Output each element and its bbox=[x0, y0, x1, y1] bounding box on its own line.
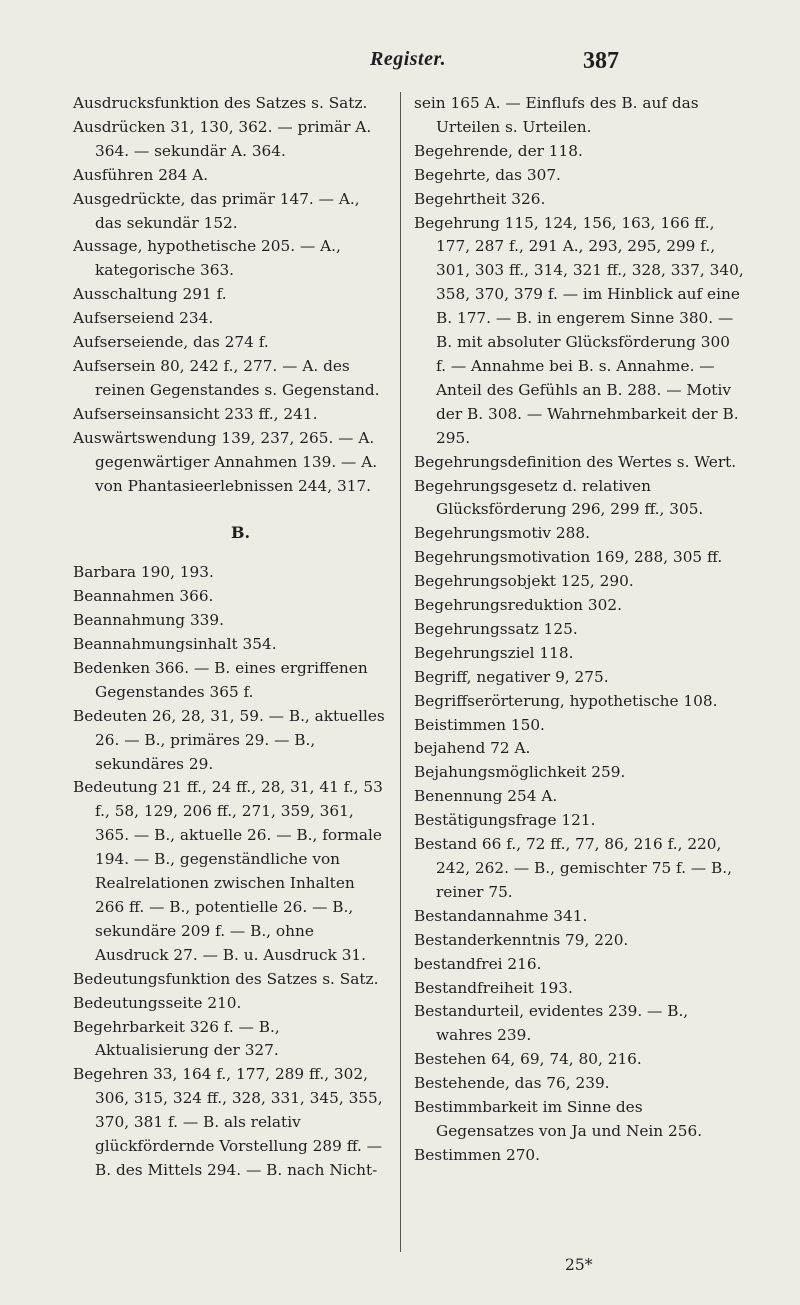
index-entry: Begehrungssatz 125. bbox=[414, 619, 578, 638]
index-entry: Bestehende, das 76, 239. bbox=[414, 1074, 610, 1093]
index-entry: Aussage, hypothetische 205. — A., kategorische 363. bbox=[73, 237, 341, 280]
index-entry: Barbara 190, 193. bbox=[73, 563, 214, 582]
left-column bbox=[73, 92, 388, 1183]
signature-mark: 25* bbox=[565, 1256, 593, 1274]
index-entry: Bestandfreiheit 193. bbox=[414, 978, 573, 997]
index-entry: bestandfrei 216. bbox=[414, 954, 542, 973]
index-entry: Aufserseiende, das 274 f. bbox=[73, 333, 269, 352]
index-entry: Beannahmen 366. bbox=[73, 587, 214, 606]
index-entry: Begehrungsmotiv 288. bbox=[414, 524, 590, 543]
index-entry: Bestand 66 f., 72 ff., 77, 86, 216 f., 220, 242, 262. — B., gemischter 75 f. — B., reiner 75. bbox=[414, 835, 733, 901]
index-entry: Aufserseiend 234. bbox=[73, 309, 214, 328]
page-number: 387 bbox=[583, 48, 619, 74]
index-entry: Begehrung 115, 124, 156, 163, 166 ff., 177, 287 f., 291 A., 293, 295, 299 f., 301, 303 ff., 314, 321 ff., 328, 337, 340, 358, 370, 379 f. — im Hinblick auf eine B. 177. — B. in engerem Sinne 380. — B. mit absoluter Glücksförderung 300 f. — Annahme bei B. s. Annahme. — Anteil des Gefühls an B. 288. — Motiv der B. 308. — Wahrnehmbarkeit der B. 295. bbox=[414, 213, 744, 447]
column-divider bbox=[400, 92, 401, 1252]
page-header bbox=[0, 48, 800, 78]
index-entry: Begriffserörterung, hypothetische 108. bbox=[414, 691, 718, 710]
index-entry: Begehrungsziel 118. bbox=[414, 643, 574, 662]
index-entry: Bestimmen 270. bbox=[414, 1145, 541, 1164]
index-entry: Bestimmbarkeit im Sinne des Gegensatzes von Ja und Nein 256. bbox=[414, 1098, 703, 1140]
index-entry: Beistimmen 150. bbox=[414, 715, 545, 734]
index-entry: Begehrbarkeit 326 f. — B., Aktualisierung der 327. bbox=[73, 1017, 280, 1060]
section-heading-b: B. bbox=[230, 523, 251, 543]
index-entry: Bedeutung 21 ff., 24 ff., 28, 31, 41 f., 53 f., 58, 129, 206 ff., 271, 359, 361, 365. — B., aktuelle 26. — B., formale 194. — B., gegenständliche von Realrelationen zwischen Inhalten 266 ff. — B., potentielle 26. — B., sekundäre 209 f. — B., ohne Ausdruck 27. — B. u. Ausdruck 31. bbox=[73, 778, 383, 964]
index-entry: Bestehen 64, 69, 74, 80, 216. bbox=[414, 1050, 642, 1069]
running-title: Register. bbox=[370, 48, 447, 70]
index-entry: Bestandurteil, evidentes 239. — B., wahres 239. bbox=[414, 1002, 689, 1045]
index-entry: Bedeutungsseite 210. bbox=[73, 993, 242, 1012]
index-entry: Bedeuten 26, 28, 31, 59. — B., aktuelles 26. — B., primäres 29. — B., sekundäres 29. bbox=[73, 706, 385, 773]
index-entry: Begehrungsreduktion 302. bbox=[414, 596, 622, 615]
index-entry: Begehren 33, 164 f., 177, 289 ff., 302, 306, 315, 324 ff., 328, 331, 345, 355, 370, 381 f. — B. als relativ glückfördernde Vorstellung 289 ff. — B. des Mittels 294. — B. nach Nicht- bbox=[73, 1065, 383, 1179]
index-entry: Begehrte, das 307. bbox=[414, 165, 561, 184]
index-entry: Bedeutungsfunktion des Satzes s. Satz. bbox=[73, 969, 379, 988]
index-entry: Ausschaltung 291 f. bbox=[73, 285, 227, 304]
index-entry: Aufsersein 80, 242 f., 277. — A. des reinen Gegenstandes s. Gegenstand. bbox=[73, 356, 380, 399]
index-entry: Begehrungsgesetz d. relativen Glücksförderung 296, 299 ff., 305. bbox=[414, 476, 704, 519]
index-entry: Bestätigungsfrage 121. bbox=[414, 811, 596, 830]
index-entry: Bestandannahme 341. bbox=[414, 906, 588, 925]
index-entry: Benennung 254 A. bbox=[414, 787, 558, 806]
index-entry: bejahend 72 A. bbox=[414, 739, 531, 758]
index-entries-b bbox=[73, 561, 388, 1183]
right-column bbox=[414, 92, 744, 1168]
index-entry: Begehrende, der 118. bbox=[414, 141, 583, 160]
index-entry: Ausgedrückte, das primär 147. — A., das sekundär 152. bbox=[73, 189, 360, 232]
index-entry: Ausdrucksfunktion des Satzes s. Satz. bbox=[73, 94, 368, 112]
index-entry: Begehrungsobjekt 125, 290. bbox=[414, 572, 634, 591]
index-entries-a bbox=[73, 92, 388, 498]
index-entry: Begehrtheit 326. bbox=[414, 189, 546, 208]
index-entry: Bedenken 366. — B. eines ergriffenen Gegenstandes 365 f. bbox=[73, 658, 368, 701]
index-entry: Ausdrücken 31, 130, 362. — primär A. 364. — sekundär A. 364. bbox=[73, 117, 372, 160]
index-entry: Begehrungsmotivation 169, 288, 305 ff. bbox=[414, 548, 723, 567]
index-entry: Aufserseinsansicht 233 ff., 241. bbox=[73, 404, 318, 423]
index-entry: Ausführen 284 A. bbox=[73, 165, 209, 184]
index-entry: Bestanderkenntnis 79, 220. bbox=[414, 930, 629, 949]
index-entry: Auswärtswendung 139, 237, 265. — A. gegenwärtiger Annahmen 139. — A. von Phantasieerlebnissen 244, 317. bbox=[73, 428, 378, 495]
index-entry: Begriff, negativer 9, 275. bbox=[414, 667, 609, 686]
index-entry: Bejahungsmöglichkeit 259. bbox=[414, 763, 626, 782]
index-entry: sein 165 A. — Einflufs des B. auf das Urteilen s. Urteilen. bbox=[414, 94, 699, 136]
index-entry: Beannahmung 339. bbox=[73, 611, 225, 630]
index-entry: Begehrungsdefinition des Wertes s. Wert. bbox=[414, 452, 737, 471]
index-entry: Beannahmungsinhalt 354. bbox=[73, 635, 277, 654]
